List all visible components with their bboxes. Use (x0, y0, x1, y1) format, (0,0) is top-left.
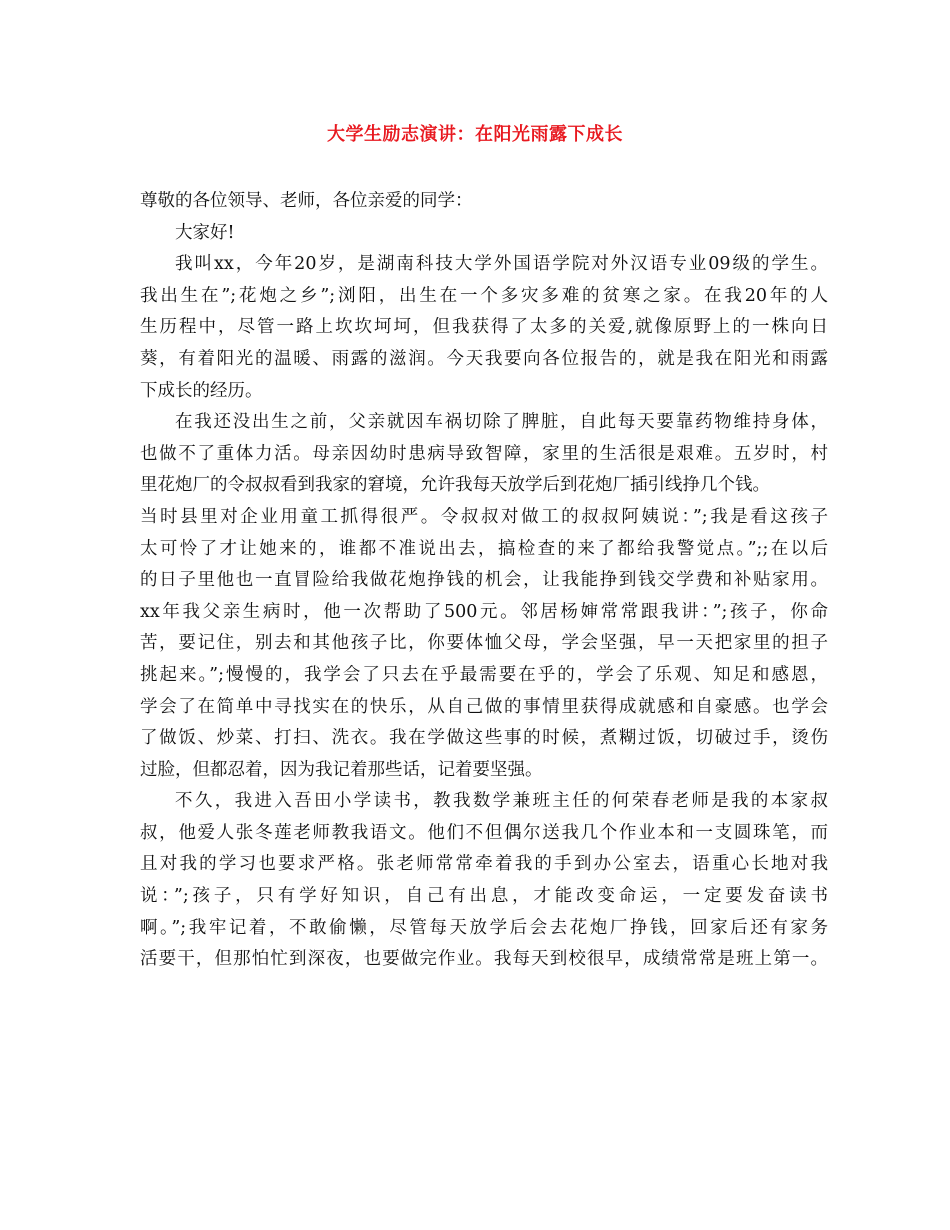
text-line: xx年我父亲生病时，他一次帮助了500元。邻居杨婶常常跟我讲：”;孩子，你命 (140, 601, 828, 622)
text-line: 过脸，但都忍着，因为我记着那些话，记着要坚强。 (140, 759, 543, 780)
text-line: 且对我的学习也要求严格。张老师常常牵着我的手到办公室去，语重心长地对我 (140, 854, 828, 875)
text-line: 生历程中，尽管一路上坎坎坷坷，但我获得了太多的关爱,就像原野上的一株向日 (140, 317, 828, 338)
text-line: 挑起来。”;慢慢的，我学会了只去在乎最需要在乎的，学会了乐观、知足和感恩， (140, 664, 828, 685)
text-line: 说：”;孩子，只有学好知识，自己有出息，才能改变命运，一定要发奋读书 (140, 886, 828, 907)
text-line: 我叫xx，今年20岁，是湖南科技大学外国语学院对外汉语专业09级的学生。 (175, 254, 828, 275)
text-line: 的日子里他也一直冒险给我做花炮挣钱的机会，让我能挣到钱交学费和补贴家用。 (140, 570, 828, 591)
text-line: 葵，有着阳光的温暖、雨露的滋润。今天我要向各位报告的，就是我在阳光和雨露 (140, 348, 828, 369)
text-line: 不久，我进入吾田小学读书，教我数学兼班主任的何荣春老师是我的本家叔 (175, 791, 828, 812)
text-line: 当时县里对企业用童工抓得很严。令叔叔对做工的叔叔阿姨说：”;我是看这孩子 (140, 506, 828, 527)
text-line: 尊敬的各位领导、老师，各位亲爱的同学： (140, 191, 473, 211)
text-line: 在我还没出生之前，父亲就因车祸切除了脾脏，自此每天要靠药物维持身体， (175, 412, 828, 433)
document-body (140, 186, 828, 976)
document-title: 大学生励志演讲：在阳光雨露下成长 (327, 124, 623, 145)
text-line: 了做饭、炒菜、打扫、洗衣。我在学做这些事的时候，煮糊过饭，切破过手，烫伤 (140, 728, 828, 749)
text-line: 学会了在简单中寻找实在的快乐，从自己做的事情里获得成就感和自豪感。也学会 (140, 696, 828, 717)
text-line: 啊。”;我牢记着，不敢偷懒，尽管每天放学后会去花炮厂挣钱，回家后还有家务 (140, 917, 828, 938)
text-line: 里花炮厂的令叔叔看到我家的窘境，允许我每天放学后到花炮厂插引线挣几个钱。 (140, 475, 770, 496)
text-line: 苦，要记住，别去和其他孩子比，你要体恤父母，学会坚强，早一天把家里的担子 (140, 633, 828, 654)
text-line: 活要干，但那怕忙到深夜，也要做完作业。我每天到校很早，成绩常常是班上第一。 (140, 949, 828, 970)
text-line: 我出生在”;花炮之乡”;浏阳，出生在一个多灾多难的贫寒之家。在我20年的人 (140, 285, 828, 306)
text-line: 大家好! (175, 222, 235, 243)
text-line: 也做不了重体力活。母亲因幼时患病导致智障，家里的生活很是艰难。五岁时，村 (140, 443, 828, 464)
text-line: 下成长的经历。 (140, 380, 263, 401)
text-line: 叔，他爱人张冬莲老师教我语文。他们不但偶尔送我几个作业本和一支圆珠笔，而 (140, 822, 828, 843)
text-line: 太可怜了才让她来的，谁都不准说出去，搞检查的来了都给我警觉点。”;;在以后 (140, 538, 828, 559)
